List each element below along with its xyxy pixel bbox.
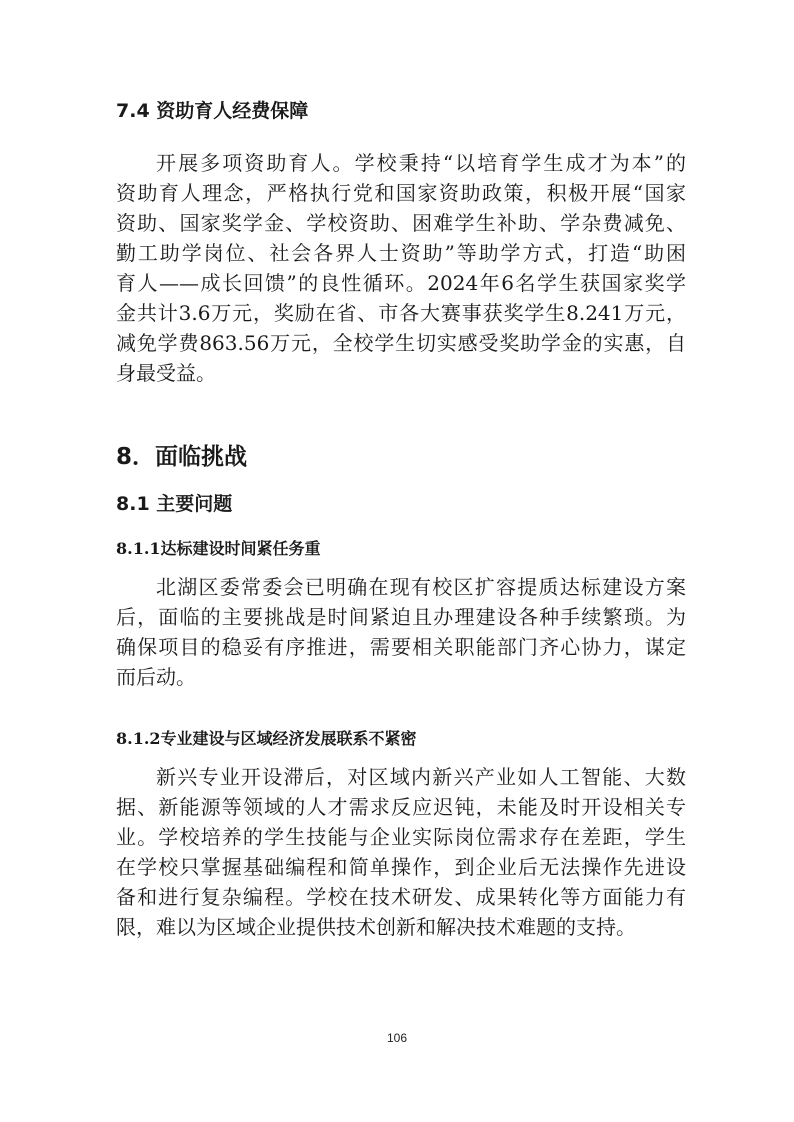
section-7-4-paragraph <box>116 148 686 388</box>
section-8-1-2-paragraph <box>116 762 686 942</box>
paragraph-line: 在学校只掌握基础编程和简单操作，到企业后无法操作先进设 <box>116 855 686 879</box>
paragraph-line: 限，难以为区域企业提供技术创新和解决技术难题的支持。 <box>116 915 636 939</box>
paragraph-line: 身最受益。 <box>116 361 216 385</box>
section-8-1-1-paragraph <box>116 572 686 692</box>
paragraph-line: 减免学费863.56万元，全校学生切实感受奖助学金的实惠，自 <box>116 331 686 355</box>
section-7-4-heading: 7.4 资助育人经费保障 <box>116 100 309 122</box>
section-8-1-heading: 8.1 主要问题 <box>116 493 233 515</box>
paragraph-line: 业。学校培养的学生技能与企业实际岗位需求存在差距，学生 <box>116 825 686 849</box>
paragraph-line: 金共计3.6万元，奖励在省、市各大赛事获奖学生8.241万元， <box>116 301 686 325</box>
section-8-1-1-heading: 8.1.1达标建设时间紧任务重 <box>116 539 321 558</box>
paragraph-line: 新兴专业开设滞后，对区域内新兴产业如人工智能、大数 <box>156 765 686 789</box>
paragraph-line: 资助、国家奖学金、学校资助、困难学生补助、学杂费减免、 <box>116 211 686 235</box>
section-8-1-2-heading: 8.1.2专业建设与区域经济发展联系不紧密 <box>116 729 417 748</box>
section-8-heading: 8．面临挑战 <box>116 444 248 470</box>
paragraph-line: 而后动。 <box>116 665 196 689</box>
paragraph-line: 确保项目的稳妥有序推进，需要相关职能部门齐心协力，谋定 <box>116 635 686 659</box>
paragraph-line: 育人——成长回馈”的良性循环。2024年6名学生获国家奖学 <box>116 271 686 295</box>
paragraph-line: 资助育人理念，严格执行党和国家资助政策，积极开展“国家 <box>116 181 686 205</box>
paragraph-line: 北湖区委常委会已明确在现有校区扩容提质达标建设方案 <box>156 575 686 599</box>
paragraph-line: 备和进行复杂编程。学校在技术研发、成果转化等方面能力有 <box>116 885 686 909</box>
paragraph-line: 勤工助学岗位、社会各界人士资助”等助学方式，打造“助困 <box>116 241 686 265</box>
paragraph-line: 据、新能源等领域的人才需求反应迟钝，未能及时开设相关专 <box>116 795 686 819</box>
page-number: 106 <box>386 1031 408 1045</box>
paragraph-line: 后，面临的主要挑战是时间紧迫且办理建设各种手续繁琐。为 <box>116 605 686 629</box>
paragraph-line: 开展多项资助育人。学校秉持“以培育学生成才为本”的 <box>156 151 686 175</box>
